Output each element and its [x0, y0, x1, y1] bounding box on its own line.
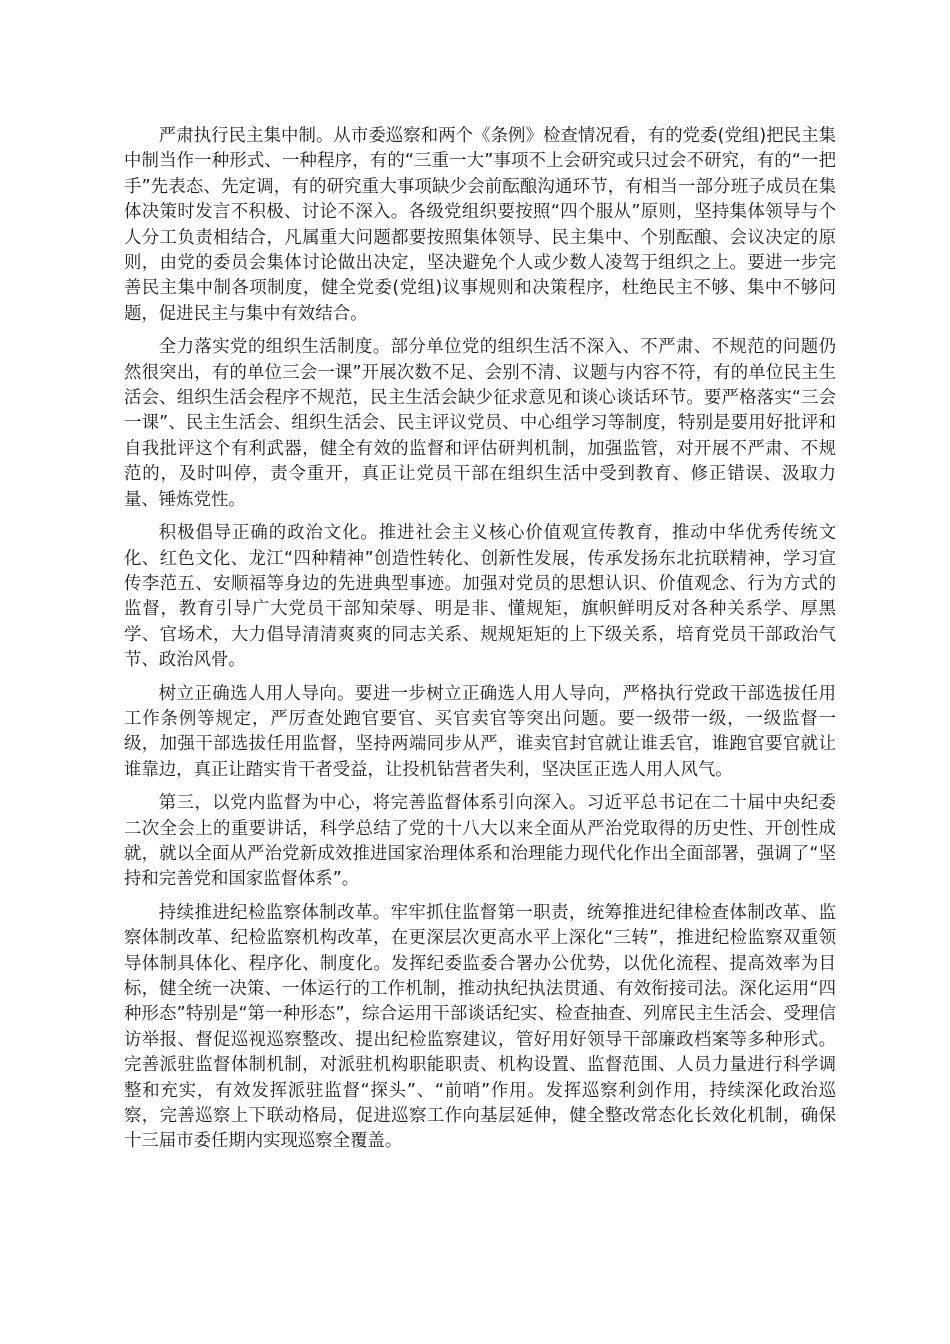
paragraph-personnel-selection: 树立正确选人用人导向。要进一步树立正确选人用人导向，严格执行党政干部选拔任用工作条例等规定，严厉查处跑官要官、买官卖官等突出问题。要一级带一级，一级监督一级，加强干部选拔任用监督，坚持两端同步从严，谁卖官封官就让谁丢官，谁跑官要官就让谁靠边，真正让踏实肯干者受益，让投机钻营者失利，坚决匡正选人用人风气。	[124, 683, 836, 780]
document-body	[124, 124, 836, 1163]
paragraph-democratic-centralism: 严肃执行民主集中制。从市委巡察和两个《条例》检查情况看，有的党委(党组)把民主集中制当作一种形式、一种程序，有的“三重一大”事项不上会研究或只过会不研究，有的“一把手”先表态、先定调，有的研究重大事项缺少会前酝酿沟通环节，有相当一部分班子成员在集体决策时发言不积极、讨论不深入。各级党组织要按照“四个服从”原则，坚持集体领导与个人分工负责相结合，凡属重大问题都要按照集体领导、民主集中、个别酝酿、会议决定的原则，由党的委员会集体讨论做出决定，坚决避免个人或少数人凌驾于组织之上。要进一步完善民主集中制各项制度，健全党委(党组)议事规则和决策程序，杜绝民主不够、集中不够问题，促进民主与集中有效结合。	[124, 126, 836, 324]
paragraph-supervision-system: 第三，以党内监督为中心，将完善监督体系引向深入。习近平总书记在二十届中央纪委二次全会上的重要讲话，科学总结了党的十八大以来全面从严治党取得的历史性、开创性成就，就以全面从严治党新成效推进国家治理体系和治理能力现代化作出全面部署，强调了“坚持和完善党和国家监督体系”。	[124, 793, 836, 890]
paragraph-organizational-life: 全力落实党的组织生活制度。部分单位党的组织生活不深入、不严肃、不规范的问题仍然很突出，有的单位三会一课”开展次数不足、会别不清、议题与内容不符，有的单位民主生活会、组织生活会程序不规范，民主生活会缺少征求意见和谈心谈话环节。要严格落实“三会一课”、民主生活会、组织生活会、民主评议党员、中心组学习等制度，特别是要用好批评和自我批评这个有利武器，健全有效的监督和评估研判机制，加强监管，对开展不严肃、不规范的，及时叫停，责令重开，真正让党员干部在组织生活中受到教育、修正错误、汲取力量、锤炼党性。	[124, 337, 836, 510]
paragraph-discipline-reform: 持续推进纪检监察体制改革。牢牢抓住监督第一职责，统筹推进纪律检查体制改革、监察体制改革、纪检监察机构改革，在更深层次更高水平上深化“三转”，推进纪检监察双重领导体制具体化、程序化、制度化。发挥纪委监委合署办公优势，以优化流程、提高效率为目标，健全统一决策、一体运行的工作机制，推动执纪执法贯通、有效衔接司法。深化运用“四种形态”特别是“第一种形态”，综合运用干部谈话纪实、检查抽查、列席民主生活会、受理信访举报、督促巡视巡察整改、提出纪检监察建议，管好用好领导干部廉政档案等多种形式。完善派驻监督体制机制，对派驻机构职能职责、机构设置、监督范围、人员力量进行科学调整和充实，有效发挥派驻监督“探头”、“前哨”作用。发挥巡察利剑作用，持续深化政治巡察，完善巡察上下联动格局，促进巡察工作向基层延伸，健全整改常态化长效化机制，确保十三届市委任期内实现巡察全覆盖。	[124, 902, 836, 1152]
paragraph-political-culture: 积极倡导正确的政治文化。推进社会主义核心价值观宣传教育，推动中华优秀传统文化、红色文化、龙江“四种精神”创造性转化、创新性发展，传承发扬东北抗联精神，学习宣传李范五、安顺福等身边的先进典型事迹。加强对党员的思想认识、价值观念、行为方式的监督，教育引导广大党员干部知荣辱、明是非、懂规矩，旗帜鲜明反对各种关系学、厚黑学、官场术，大力倡导清清爽爽的同志关系、规规矩矩的上下级关系，培育党员干部政治气节、政治风骨。	[124, 523, 836, 671]
